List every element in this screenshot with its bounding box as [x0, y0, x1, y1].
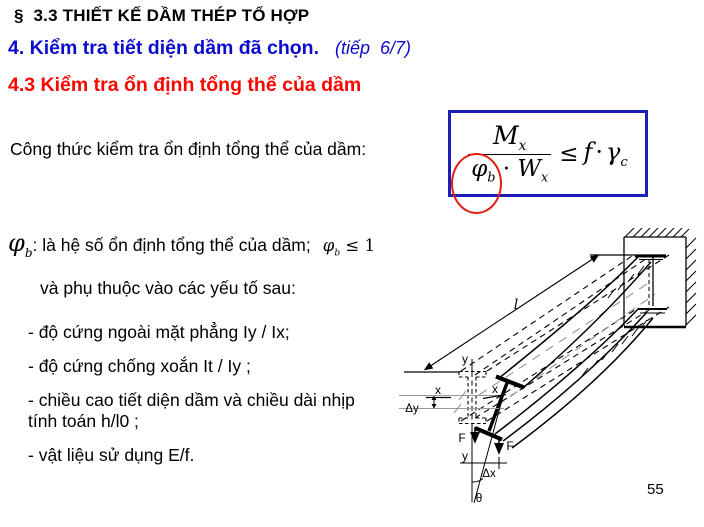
subtitle: 4. Kiểm tra tiết diện dầm đã chọn.: [8, 37, 319, 59]
page-number: 55: [647, 481, 664, 498]
list-item: - độ cứng chống xoắn It / Iy ;: [28, 356, 251, 376]
buckled-beam-curves: [495, 256, 653, 448]
section-heading: 4.3 Kiểm tra ổn định tổng thể của dầm: [8, 74, 362, 96]
formula-rhs: $f \cdot \gamma_c$: [583, 137, 628, 170]
formula-leq: ≤: [559, 140, 579, 167]
factor-list: [28, 322, 380, 466]
formula-numerator: $M_x$: [493, 120, 527, 154]
y-mid-label: y: [462, 449, 468, 463]
subtitle-continuation-note: (tiếp 6/7): [334, 38, 412, 58]
force-left-label: F: [458, 431, 466, 445]
formula-box: [448, 110, 648, 197]
length-label: l: [513, 297, 519, 313]
phi-symbol: $\varphi_b$: [8, 229, 33, 260]
phi-definition-line: [8, 229, 375, 260]
delta-y-label: Δy: [405, 403, 419, 415]
x-orig-label: x: [435, 383, 441, 397]
subtitle-row: [8, 37, 411, 60]
stability-formula: [448, 110, 648, 197]
list-item: - độ cứng ngoài mặt phẳng Iy / Ix;: [28, 322, 290, 342]
formula-fraction: [468, 120, 551, 185]
x-rot-label: x: [492, 382, 498, 396]
list-item: - chiều cao tiết diện dầm và chiều dài nhịp tính toán h/l0 ;: [28, 390, 355, 431]
depends-line: và phụ thuộc vào các yếu tố sau:: [40, 278, 296, 298]
list-item: - vật liệu sử dụng E/f.: [28, 445, 195, 465]
phi-definition-text: : là hệ số ổn định tổng thể của dầm;: [32, 235, 311, 255]
delta-x-label: Δx: [482, 468, 496, 480]
phi-condition: $\varphi_b \le 1$: [322, 236, 375, 259]
slide-title: § 3.3 THIẾT KẾ DẦM THÉP TỔ HỢP: [14, 6, 310, 25]
lateral-buckling-diagram: [395, 210, 704, 510]
formula-denominator: $\varphi_b \cdot W_x$: [468, 154, 551, 185]
theta-label: θ: [475, 491, 483, 505]
force-right-label: F: [506, 439, 514, 453]
intro-text: Công thức kiểm tra ổn định tổng thể của dầm:: [10, 139, 367, 159]
y-top-label: y: [462, 352, 468, 366]
